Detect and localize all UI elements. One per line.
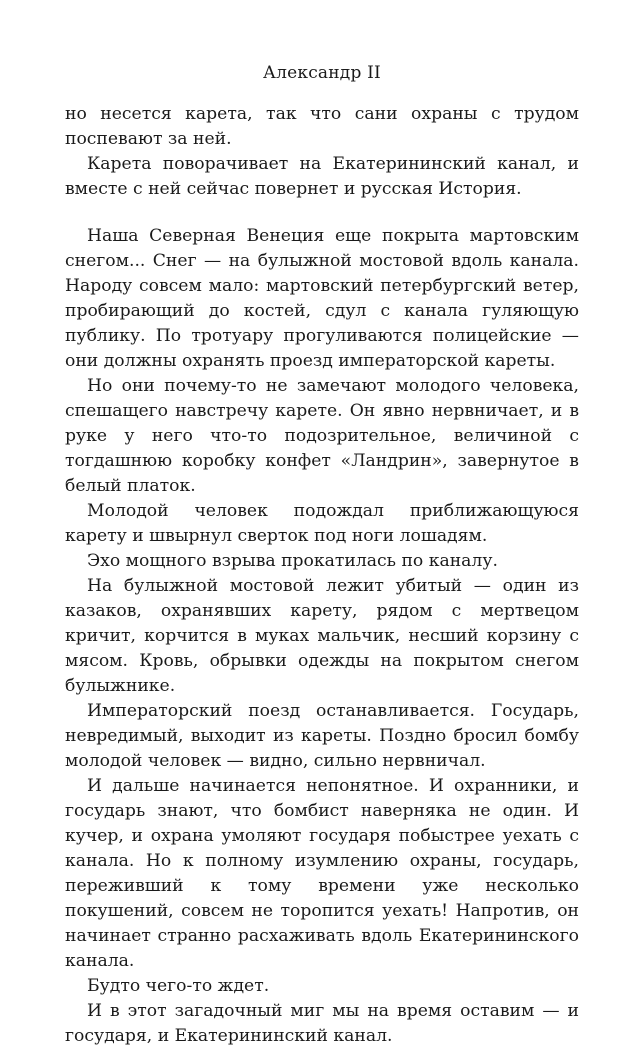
paragraph-continued: но несется карета, так что сани охраны с трудом поспевают за ней. [65,104,579,149]
body-text [65,102,579,1049]
running-header: Александр II [263,63,381,83]
paragraph: Будто чего-то ждет. [87,976,270,996]
paragraph: Императорский поезд останавливается. Государь, невредимый, выходит из кареты. Поздно бросил бомбу молодой человек — видно, сильно нервничал. [65,701,579,771]
paragraph-section-start: Наша Северная Венеция еще покрыта мартовским снегом... Снег — на булыжной мостовой вдоль канала. Народу совсем мало: мартовский петербургский ветер, пробирающий до костей, сдул с канала гуляющую публику. По тротуару прогуливаются полицейские — они должны охранять проезд императорской кареты. [65,226,579,371]
paragraph: Но они почему-то не замечают молодого человека, спешащего навстречу карете. Он явно нервничает, и в руке у него что-то подозрительное, величиной с тогдашнюю коробку конфет «Ландрин», завернутое в белый платок. [65,376,579,496]
paragraph: И в этот загадочный миг мы на время оставим — и государя, и Екатерининский канал. [65,1001,579,1046]
paragraph: Карета поворачивает на Екатерининский канал, и вместе с ней сейчас повернет и русская История. [65,154,579,199]
paragraph: И дальше начинается непонятное. И охранники, и государь знают, что бомбист наверняка не один. И кучер, и охрана умоляют государя побыстрее уехать с канала. Но к полному изумлению охраны, государь, переживший к тому времени уже несколько покушений, совсем не торопится уехать! Напротив, он начинает странно расхаживать вдоль Екатерининского канала. [65,776,579,971]
paragraph: Молодой человек подождал приближающуюся карету и швырнул сверток под ноги лошадям. [65,501,579,546]
paragraph: Эхо мощного взрыва прокатилась по каналу. [87,551,498,571]
paragraph: На булыжной мостовой лежит убитый — один из казаков, охранявших карету, рядом с мертвецом кричит, корчится в муках мальчик, несший корзину с мясом. Кровь, обрывки одежды на покрытом снегом булыжнике. [65,576,579,696]
